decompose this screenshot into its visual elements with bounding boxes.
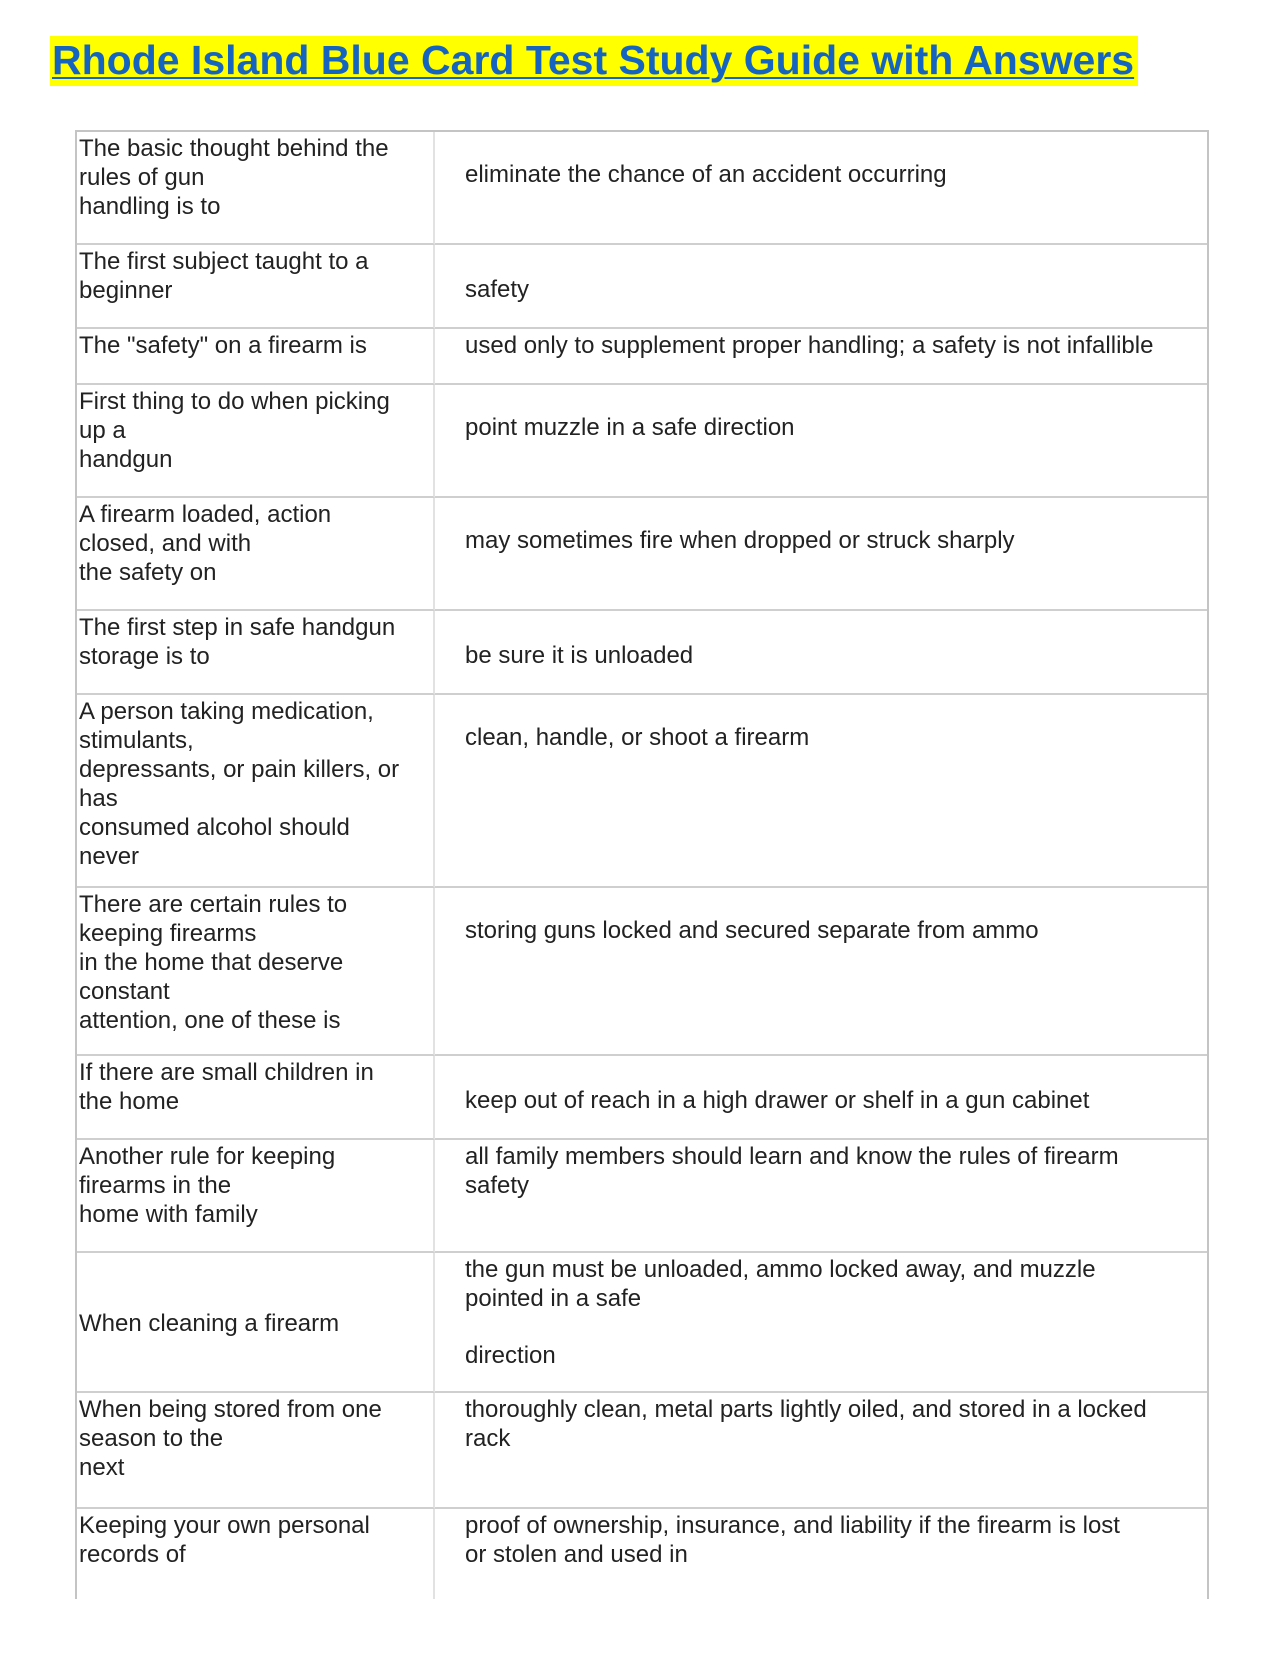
question-text: next [79, 1454, 125, 1481]
answer-text: may sometimes fire when dropped or struck sharply [465, 527, 1015, 554]
table-row [77, 695, 1207, 888]
answer-text: proof of ownership, insurance, and liability if the firearm is lost [465, 1512, 1120, 1539]
document-title: Rhode Island Blue Card Test Study Guide with Answers [50, 36, 1138, 86]
answer-cell [435, 1509, 1207, 1599]
question-cell [77, 1509, 435, 1599]
table-row [77, 1056, 1207, 1140]
question-text: firearms in the [79, 1172, 232, 1199]
question-text: First thing to do when picking [79, 388, 390, 415]
question-text: in the home that deserve [79, 949, 344, 976]
answer-cell [435, 1056, 1207, 1140]
question-text: season to the [79, 1425, 224, 1452]
question-text: The basic thought behind the [79, 135, 389, 162]
question-text: A firearm loaded, action [79, 501, 332, 528]
study-guide-table [75, 130, 1209, 1599]
table-row [77, 245, 1207, 329]
question-cell [77, 329, 435, 385]
answer-cell [435, 695, 1207, 888]
question-text: the safety on [79, 559, 217, 586]
answer-text: all family members should learn and know the rules of firearm [465, 1143, 1119, 1170]
table-row [77, 385, 1207, 498]
question-cell [77, 132, 435, 245]
question-text: never [79, 843, 140, 870]
answer-cell [435, 1140, 1207, 1253]
table-row [77, 1393, 1207, 1509]
question-text: handling is to [79, 193, 221, 220]
question-text: The first subject taught to a [79, 248, 369, 275]
question-text: When cleaning a firearm [79, 1310, 340, 1337]
question-cell [77, 1056, 435, 1140]
table-row [77, 611, 1207, 695]
question-text: rules of gun [79, 164, 205, 191]
table-row [77, 1253, 1207, 1393]
answer-text: keep out of reach in a high drawer or shelf in a gun cabinet [465, 1087, 1090, 1114]
answer-cell [435, 245, 1207, 329]
table-row [77, 329, 1207, 385]
question-cell [77, 498, 435, 611]
question-text: up a [79, 417, 126, 444]
table-row [77, 1140, 1207, 1253]
question-text: the home [79, 1088, 180, 1115]
question-text: The "safety" on a firearm is [79, 332, 367, 359]
question-cell [77, 1140, 435, 1253]
question-text: depressants, or pain killers, or [79, 756, 400, 783]
answer-text: direction [465, 1342, 556, 1369]
question-text: handgun [79, 446, 173, 473]
answer-text: be sure it is unloaded [465, 642, 694, 669]
table-row [77, 498, 1207, 611]
answer-text: thoroughly clean, metal parts lightly oiled, and stored in a locked [465, 1396, 1147, 1423]
question-text: There are certain rules to [79, 891, 348, 918]
question-cell [77, 245, 435, 329]
answer-text: storing guns locked and secured separate from ammo [465, 917, 1039, 944]
answer-text: the gun must be unloaded, ammo locked away, and muzzle [465, 1256, 1096, 1283]
answer-cell [435, 1393, 1207, 1509]
question-text: keeping firearms [79, 920, 257, 947]
question-cell [77, 695, 435, 888]
question-text: A person taking medication, [79, 698, 374, 725]
answer-text: rack [465, 1425, 511, 1452]
question-text: stimulants, [79, 727, 194, 754]
question-text: Keeping your own personal [79, 1512, 370, 1539]
question-text: has [79, 785, 118, 812]
answer-cell [435, 1253, 1207, 1393]
paragraph-gap [465, 1313, 1197, 1341]
question-text: When being stored from one [79, 1396, 382, 1423]
answer-text: safety [465, 276, 530, 303]
question-text: attention, one of these is [79, 1007, 341, 1034]
question-text: The first step in safe handgun [79, 614, 396, 641]
question-text: If there are small children in [79, 1059, 374, 1086]
answer-text: pointed in a safe [465, 1285, 642, 1312]
question-text: storage is to [79, 643, 210, 670]
answer-text: eliminate the chance of an accident occurring [465, 161, 947, 188]
answer-text: used only to supplement proper handling; a safety is not infallible [465, 332, 1154, 359]
answer-cell [435, 498, 1207, 611]
question-text: records of [79, 1541, 186, 1568]
answer-cell [435, 385, 1207, 498]
question-text: Another rule for keeping [79, 1143, 336, 1170]
question-text: closed, and with [79, 530, 252, 557]
question-cell [77, 1253, 435, 1393]
table-row [77, 888, 1207, 1056]
question-text: home with family [79, 1201, 258, 1228]
table-row [77, 1509, 1207, 1599]
question-cell [77, 888, 435, 1056]
question-text: constant [79, 978, 170, 1005]
answer-text: safety [465, 1172, 530, 1199]
question-text: beginner [79, 277, 173, 304]
table-row [77, 132, 1207, 245]
answer-cell [435, 329, 1207, 385]
answer-text: or stolen and used in [465, 1541, 688, 1568]
question-cell [77, 611, 435, 695]
answer-cell [435, 132, 1207, 245]
question-cell [77, 385, 435, 498]
answer-cell [435, 611, 1207, 695]
answer-text: clean, handle, or shoot a firearm [465, 724, 810, 751]
answer-text: point muzzle in a safe direction [465, 414, 795, 441]
question-cell [77, 1393, 435, 1509]
answer-cell [435, 888, 1207, 1056]
question-text: consumed alcohol should [79, 814, 350, 841]
